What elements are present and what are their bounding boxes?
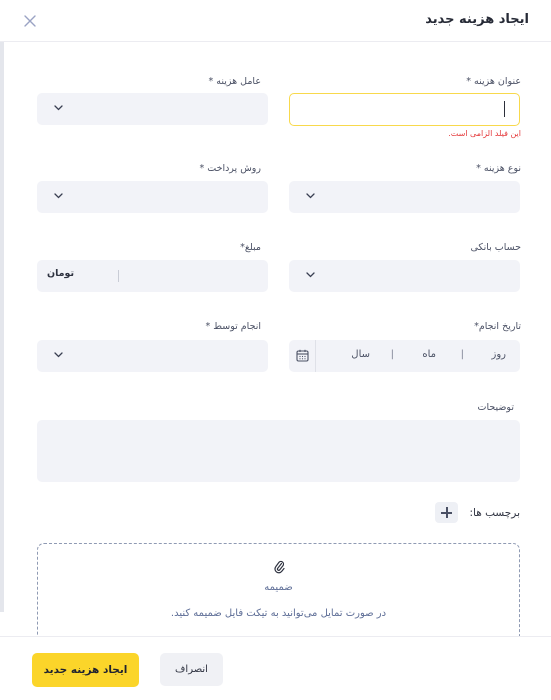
expense-title-error: این فیلد الزامی است. xyxy=(448,129,521,138)
description-textarea[interactable] xyxy=(37,420,520,482)
unit-divider xyxy=(118,270,119,282)
payment-method-select[interactable] xyxy=(37,181,268,213)
text-caret xyxy=(504,101,506,117)
amount-label: مبلغ* xyxy=(240,242,261,253)
scrollbar[interactable] xyxy=(0,42,4,612)
date-month[interactable]: ماه xyxy=(422,349,436,360)
amount-input[interactable] xyxy=(37,260,268,292)
calendar-button[interactable] xyxy=(289,340,316,372)
expense-type-select[interactable] xyxy=(289,181,520,213)
date-label: تاریخ انجام* xyxy=(474,321,521,332)
expense-agent-label: عامل هزینه * xyxy=(208,76,261,87)
bank-account-label: حساب بانکی xyxy=(470,242,521,253)
chevron-down-icon xyxy=(306,193,315,199)
date-year[interactable]: سال xyxy=(351,349,370,360)
date-day[interactable]: روز xyxy=(491,349,506,360)
cancel-button[interactable]: انصراف xyxy=(160,653,223,686)
currency-unit: تومان xyxy=(47,268,75,279)
dialog-title: ایجاد هزینه جدید xyxy=(425,12,529,27)
create-expense-button[interactable]: ایجاد هزینه جدید xyxy=(32,653,139,687)
chevron-down-icon xyxy=(306,272,315,278)
close-icon[interactable] xyxy=(22,13,38,29)
payment-method-label: روش پرداخت * xyxy=(199,163,261,174)
expense-type-label: نوع هزینه * xyxy=(476,163,521,174)
tags-label: برچسب ها: xyxy=(469,507,520,519)
chevron-down-icon xyxy=(54,105,63,111)
chevron-down-icon xyxy=(54,352,63,358)
date-separator: | xyxy=(460,349,464,360)
chevron-down-icon xyxy=(54,193,63,199)
done-by-label: انجام توسط * xyxy=(205,321,261,332)
add-tag-button[interactable] xyxy=(435,502,458,523)
done-by-select[interactable] xyxy=(37,340,268,372)
dialog-header xyxy=(0,0,551,42)
attachment-dropzone[interactable] xyxy=(37,543,520,643)
paperclip-icon xyxy=(274,560,285,574)
bank-account-select[interactable] xyxy=(289,260,520,292)
expense-title-label: عنوان هزینه * xyxy=(466,76,521,87)
attachment-description: در صورت تمایل می‌توانید به تیکت فایل ضمیمه کنید. xyxy=(170,608,387,619)
expense-title-input[interactable] xyxy=(289,93,520,126)
calendar-icon xyxy=(296,349,309,362)
description-label: توضیحات xyxy=(477,402,514,413)
date-separator: | xyxy=(390,349,394,360)
attachment-title: ضمیمه xyxy=(264,582,293,593)
expense-agent-select[interactable] xyxy=(37,93,268,125)
date-picker[interactable] xyxy=(289,340,520,372)
